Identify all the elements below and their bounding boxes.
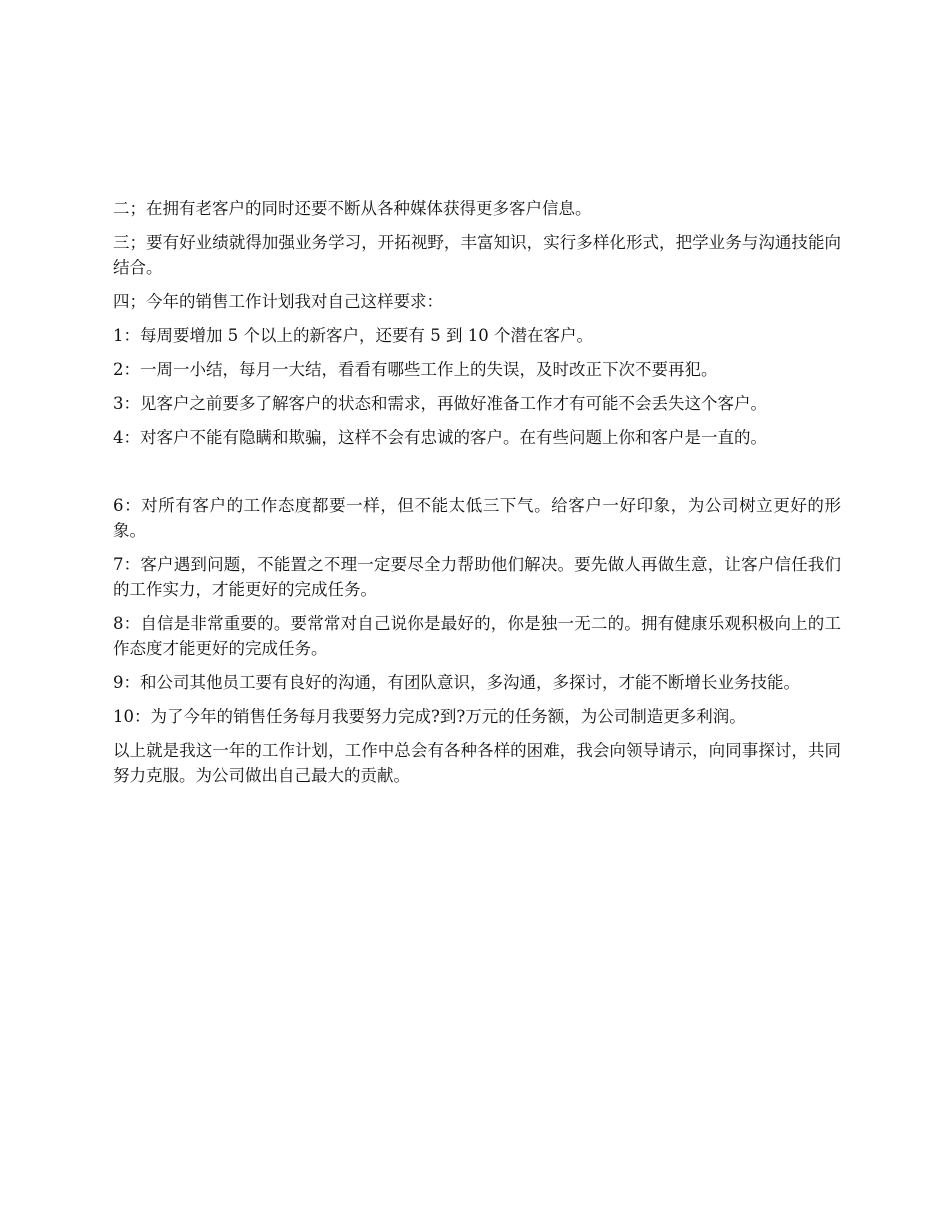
list-item-9: 9：和公司其他员工要有良好的沟通，有团队意识，多沟通，多探讨，才能不断增长业务技能。	[113, 673, 800, 692]
paragraph-2: 二；在拥有老客户的同时还要不断从各种媒体获得更多客户信息。	[113, 199, 592, 218]
list-item-4: 4：对客户不能有隐瞒和欺骗，这样不会有忠诚的客户。在有些问题上你和客户是一直的。	[113, 428, 767, 447]
list-item-1: 1：每周要增加 5 个以上的新客户，还要有 5 到 10 个潜在客户。	[113, 326, 593, 345]
paragraph-3: 三；要有好业绩就得加强业务学习，开拓视野，丰富知识，实行多样化形式，把学业务与沟通技能向结合。	[113, 233, 841, 277]
paragraph-4: 四；今年的销售工作计划我对自己这样要求：	[113, 292, 443, 311]
list-item-6: 6：对所有客户的工作态度都要一样，但不能太低三下气。给客户一好印象，为公司树立更好的形象。	[113, 496, 841, 540]
list-item-7: 7：客户遇到问题，不能置之不理一定要尽全力帮助他们解决。要先做人再做生意，让客户信任我们的工作实力，才能更好的完成任务。	[113, 555, 841, 599]
list-item-8: 8：自信是非常重要的。要常常对自己说你是最好的，你是独一无二的。拥有健康乐观积极向上的工作态度才能更好的完成任务。	[113, 614, 841, 658]
list-item-10: 10：为了今年的销售任务每月我要努力完成?到?万元的任务额，为公司制造更多利润。	[113, 707, 746, 726]
document-body	[113, 196, 841, 797]
list-item-3: 3：见客户之前要多了解客户的状态和需求，再做好准备工作才有可能不会丢失这个客户。	[113, 394, 767, 413]
list-item-2: 2：一周一小结，每月一大结，看看有哪些工作上的失误，及时改正下次不要再犯。	[113, 360, 718, 379]
closing-paragraph: 以上就是我这一年的工作计划，工作中总会有各种各样的困难，我会向领导请示，向同事探讨，共同努力克服。为公司做出自己最大的贡献。	[113, 741, 841, 785]
blank-gap	[113, 459, 841, 493]
